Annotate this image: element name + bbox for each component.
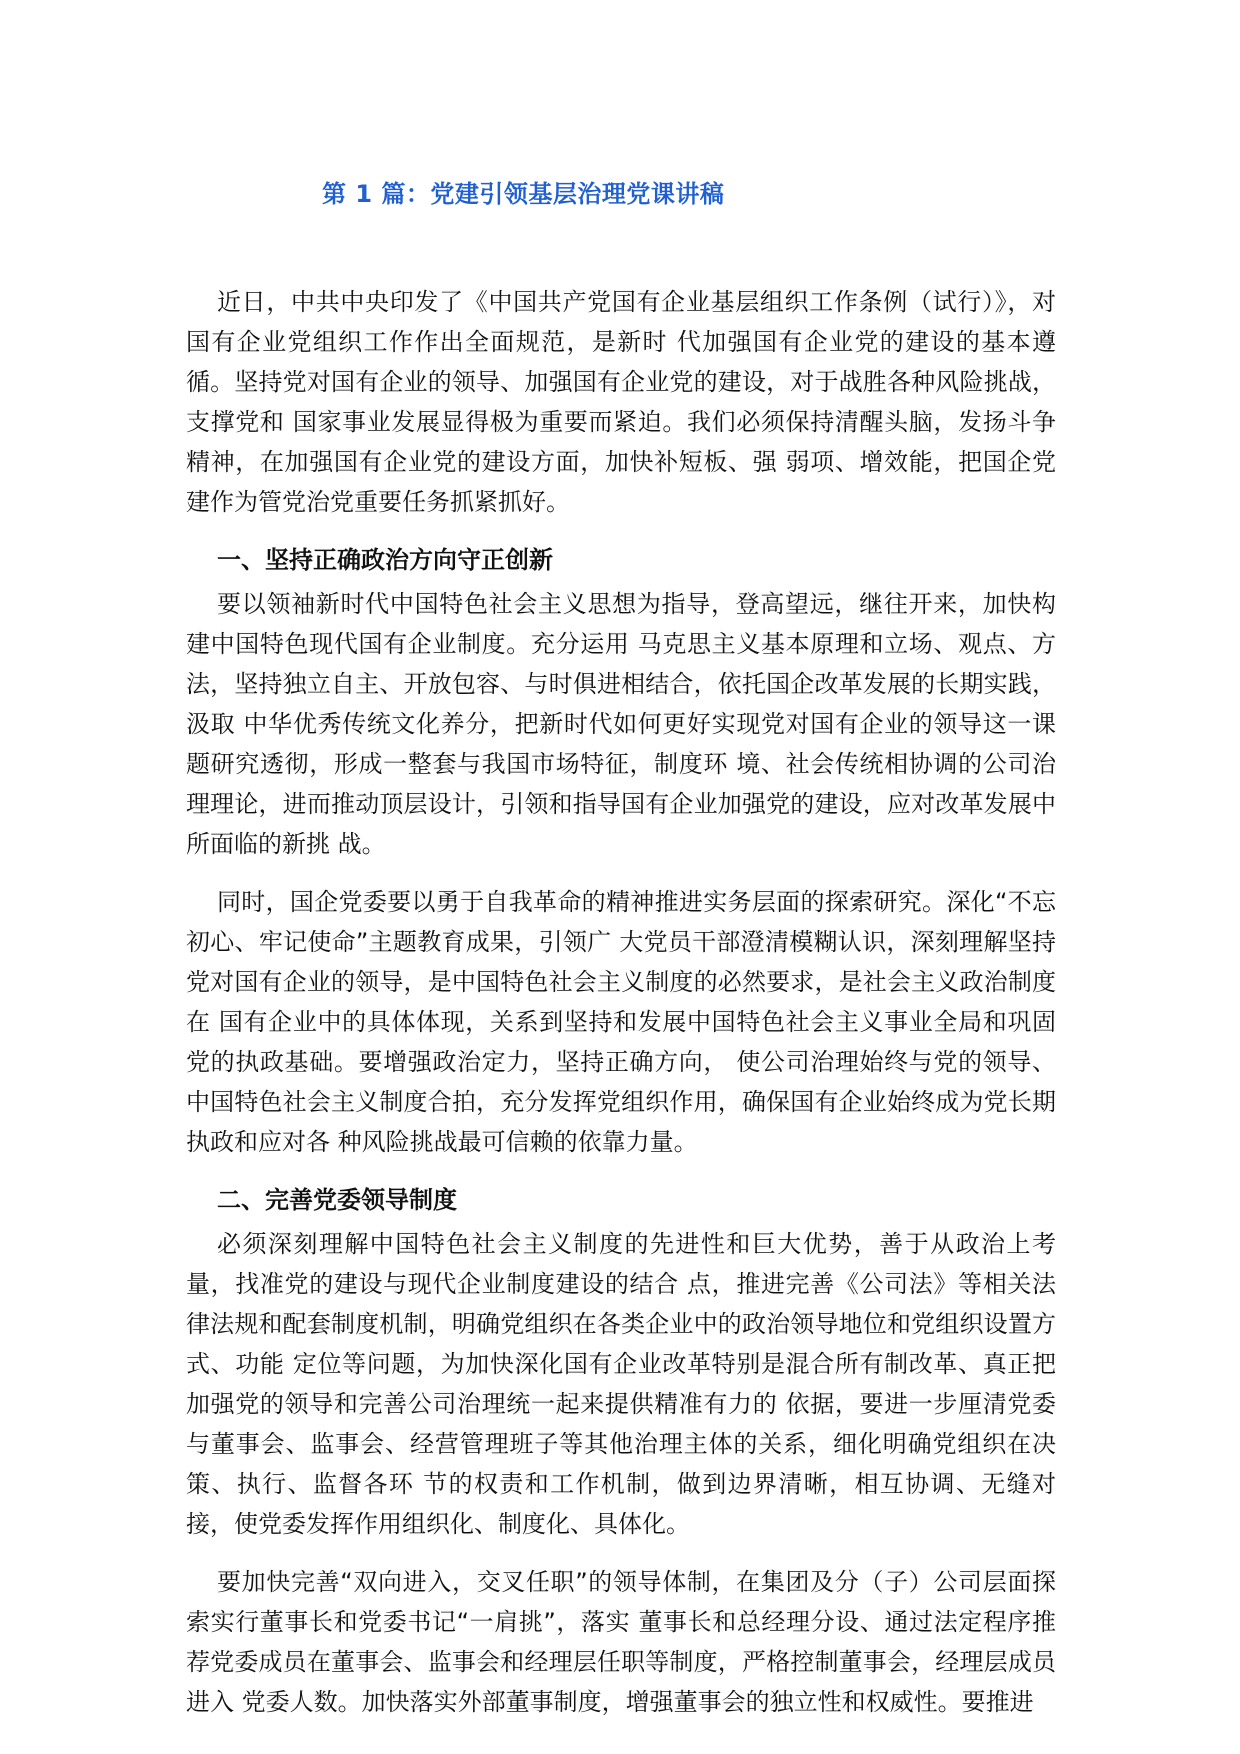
spacer [186, 1544, 1056, 1562]
spacer [186, 522, 1056, 540]
section-2-heading: 二、完善党委领导制度 [217, 1186, 457, 1214]
spacer [186, 1162, 1056, 1180]
document-body [186, 282, 1056, 1722]
section-2-paragraph-2: 要加快完善“双向进入，交叉任职”的领导体制，在集团及分（子）公司层面探索实行董事长和党委书记“一肩挑”，落实 董事长和总经理分设、通过法定程序推荐党委成员在董事会、监事会和经理层任职等制度，严格控制董事会，经理层成员进入 党委人数。加快落实外部董事制度，增强董事会的独立性和权威性。要推进 [186, 1568, 1056, 1716]
section-1-heading: 一、坚持正确政治方向守正创新 [217, 546, 553, 574]
intro-paragraph: 近日，中共中央印发了《中国共产党国有企业基层组织工作条例（试行）》，对国有企业党组织工作作出全面规范，是新时 代加强国有企业党的建设的基本遵循。坚持党对国有企业的领导、加强国有企业党的建设，对于战胜各种风险挑战，支撑党和 国家事业发展显得极为重要而紧迫。我们必须保持清醒头脑，发扬斗争精神，在加强国有企业党的建设方面，加快补短板、强 弱项、增效能，把国企党建作为管党治党重要任务抓紧抓好。 [186, 288, 1056, 516]
section-1-paragraph-1: 要以领袖新时代中国特色社会主义思想为指导，登高望远，继往开来，加快构建中国特色现代国有企业制度。充分运用 马克思主义基本原理和立场、观点、方法，坚持独立自主、开放包容、与时俱进相结合，依托国企改革发展的长期实践，汲取 中华优秀传统文化养分，把新时代如何更好实现党对国有企业的领导这一课题研究透彻，形成一整套与我国市场特征，制度环 境、社会传统相协调的公司治理理论，进而推动顶层设计，引领和指导国有企业加强党的建设，应对改革发展中所面临的新挑 战。 [186, 590, 1056, 858]
document-title: 第 1 篇：党建引领基层治理党课讲稿 [322, 180, 725, 208]
section-1-paragraph-2: 同时，国企党委要以勇于自我革命的精神推进实务层面的探索研究。深化“不忘初心、牢记使命”主题教育成果，引领广 大党员干部澄清模糊认识，深刻理解坚持党对国有企业的领导，是中国特色社会主义制度的必然要求，是社会主义政治制度在 国有企业中的具体体现，关系到坚持和发展中国特色社会主义事业全局和巩固党的执政基础。要增强政治定力，坚持正确方向， 使公司治理始终与党的领导、中国特色社会主义制度合拍，充分发挥党组织作用，确保国有企业始终成为党长期执政和应对各 种风险挑战最可信赖的依靠力量。 [186, 888, 1056, 1156]
section-2-paragraph-1: 必须深刻理解中国特色社会主义制度的先进性和巨大优势，善于从政治上考量，找准党的建设与现代企业制度建设的结合 点，推进完善《公司法》等相关法律法规和配套制度机制，明确党组织在各类企业中的政治领导地位和党组织设置方式、功能 定位等问题，为加快深化国有企业改革特别是混合所有制改革、真正把加强党的领导和完善公司治理统一起来提供精准有力的 依据，要进一步厘清党委与董事会、监事会、经营管理班子等其他治理主体的关系，细化明确党组织在决策、执行、监督各环 节的权责和工作机制，做到边界清晰，相互协调、无缝对接，使党委发挥作用组织化、制度化、具体化。 [186, 1230, 1056, 1538]
spacer [186, 864, 1056, 882]
